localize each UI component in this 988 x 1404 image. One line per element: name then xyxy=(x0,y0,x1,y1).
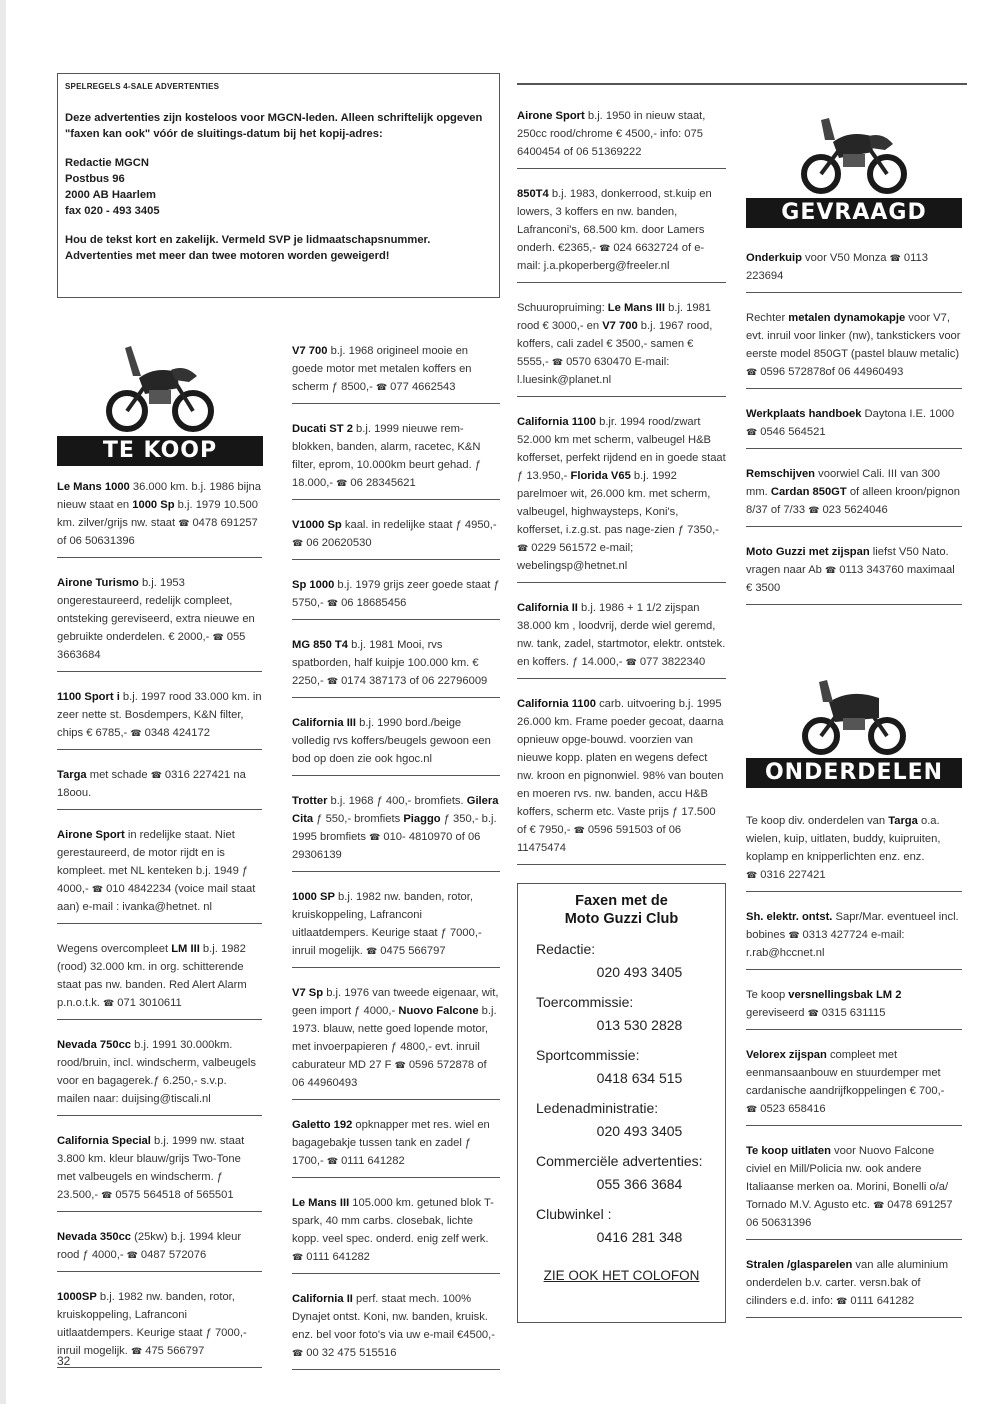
phone-icon: ☎ xyxy=(292,1252,304,1262)
ad-phone: 0315 631115 xyxy=(821,1007,886,1019)
ad-model: Airone Sport xyxy=(517,110,585,122)
classified-ad xyxy=(292,570,500,620)
rules-box xyxy=(57,73,500,298)
ad-phone: 0487 572076 xyxy=(140,1249,207,1261)
ad-text: b.j. 1982 (rood) 32.000 km. in org. schitterende staat pas nw. banden. Red Alert Alarm p.n.o.t.k. xyxy=(57,943,247,1009)
ad-model: Remschijven xyxy=(746,468,816,480)
ad-text: Te koop xyxy=(746,989,789,1001)
classified-ad xyxy=(292,978,500,1100)
fax-number: 0418 634 515 xyxy=(596,1070,683,1086)
ad-text: ƒ 550,- bromfiets xyxy=(313,813,404,825)
address-line: 2000 AB Haarlem xyxy=(65,189,157,201)
classified-ad xyxy=(292,630,500,698)
te-koop-header xyxy=(57,336,263,466)
ad-model: Te koop uitlaten xyxy=(746,1145,831,1157)
classified-ad xyxy=(57,820,262,924)
fax-label: Ledenadministratie: xyxy=(536,1100,659,1116)
fax-box xyxy=(517,883,726,1323)
ad-model: Sp 1000 xyxy=(292,579,335,591)
classified-ad xyxy=(746,980,962,1030)
fax-title-line: Faxen met de xyxy=(575,893,668,909)
ad-model: Werkplaats handboek xyxy=(746,408,862,420)
phone-icon: ☎ xyxy=(625,657,637,667)
fax-title-line: Moto Guzzi Club xyxy=(564,911,679,927)
phone-icon: ☎ xyxy=(599,243,611,253)
ad-model: Targa xyxy=(888,815,918,827)
fax-number: 055 366 3684 xyxy=(596,1176,683,1192)
classified-ad xyxy=(57,1126,262,1212)
phone-icon: ☎ xyxy=(150,770,162,780)
ad-text: b.j. 1990 bord./beige volledig rvs koffers/beugels gewoon een bod op doen zie ook hgoc.nl xyxy=(292,717,491,765)
ad-phone: 010 4842234 (voice mail staat aan) e-mail : ivanka@hetnet. nl xyxy=(57,883,256,913)
phone-icon: ☎ xyxy=(375,382,388,392)
fax-row xyxy=(518,1152,725,1193)
address-line: Redactie MGCN xyxy=(65,157,149,169)
onderdelen-banner: ONDERDELEN xyxy=(746,758,962,788)
te-koop-column-1 xyxy=(57,472,262,1378)
ad-phone: 055 3663684 xyxy=(57,631,246,661)
ad-model: Le Mans III xyxy=(292,1197,350,1209)
phone-icon: ☎ xyxy=(808,505,820,515)
ad-text: met schade xyxy=(86,769,148,781)
ad-phone: 0570 630470 E-mail: l.luesink@planet.nl xyxy=(517,356,670,386)
classified-ad xyxy=(746,806,962,892)
ad-model: California 1100 xyxy=(517,416,596,428)
ad-phone: 0113 343760 maximaal € 3500 xyxy=(746,564,955,594)
classified-ad xyxy=(57,472,262,558)
classified-ad xyxy=(746,399,962,449)
ad-model: Le Mans 1000 xyxy=(57,481,130,493)
phone-icon: ☎ xyxy=(746,427,758,437)
ad-text: gereviseerd xyxy=(746,1007,805,1019)
ad-phone: 06 20620530 xyxy=(306,537,372,549)
ad-model: V1000 Sp xyxy=(292,519,342,531)
phone-icon: ☎ xyxy=(326,676,339,686)
phone-icon: ☎ xyxy=(326,1156,339,1166)
ad-text: compleet met eenmansaanbouw en stuurdemper met cardanische aandrijfkoppelingen € 700,- xyxy=(746,1049,945,1097)
fax-label: Redactie: xyxy=(536,941,596,957)
motorcycle-icon xyxy=(105,336,215,436)
ad-phone: 475 566797 xyxy=(145,1345,205,1357)
ad-model: Sh. elektr. ontst. xyxy=(746,911,833,923)
te-koop-column-2 xyxy=(292,336,500,1380)
page-edge xyxy=(0,0,6,1404)
te-koop-column-3 xyxy=(517,101,726,875)
ad-phone: 0113 223694 xyxy=(746,252,928,282)
classified-ad xyxy=(746,1136,962,1240)
ad-text: b.j. 1981 Mooi, rvs spatborden, half kuipje 100.000 km. € 2250,- xyxy=(292,639,479,687)
motorcycle-icon xyxy=(799,672,909,758)
ad-phone: 010- 4810970 of 06 29306139 xyxy=(292,831,481,861)
rules-address xyxy=(65,155,492,219)
classified-ad xyxy=(746,1250,962,1318)
fax-label: Clubwinkel : xyxy=(536,1206,612,1222)
ad-phone: 0478 691257 of 06 50631396 xyxy=(57,517,258,547)
ad-text: b.j. 1999 nw. staat 3.800 km. kleur blauw/grijs Two-Tone met valbeugels en windscherm. ƒ 23.500,- xyxy=(57,1135,245,1201)
classified-ad xyxy=(57,1030,262,1116)
phone-icon: ☎ xyxy=(131,1346,143,1356)
ad-text: b.j. 1992 parelmoer wit, 26.000 km. met scherm, valbeugel, highwaysteps, Koni's, kofferset, i.z.g.st. pas nage-zien ƒ 7350,- xyxy=(517,470,719,536)
ad-text: b.j. 1953 ongerestaureerd, redelijk compleet, ontsteking gereviseerd, extra nieuwe en gebruikte onderdelen. € 2000,- xyxy=(57,577,255,643)
classified-ad xyxy=(517,293,726,397)
classified-ad xyxy=(57,1222,262,1272)
ad-phone: 0316 227421 xyxy=(760,869,826,881)
fax-row xyxy=(518,940,725,981)
ad-model: Florida V65 xyxy=(570,470,631,482)
ad-model: Piaggo xyxy=(403,813,441,825)
fax-number: 020 493 3405 xyxy=(596,1123,683,1139)
ad-model: Moto Guzzi met zijspan xyxy=(746,546,870,558)
phone-icon: ☎ xyxy=(369,832,381,842)
phone-icon: ☎ xyxy=(825,565,837,575)
ad-model: Velorex zijspan xyxy=(746,1049,827,1061)
classified-ad xyxy=(57,682,262,750)
ad-phone: 06 28345621 xyxy=(350,477,416,489)
classified-ad xyxy=(746,537,962,605)
ad-text: b.j. 1968 origineel mooie en goede motor met metalen koffers en scherm ƒ 8500,- xyxy=(292,345,472,393)
fax-row xyxy=(518,993,725,1034)
page-number: 32 xyxy=(57,1354,71,1368)
ad-text: voorwiel Cali. III van 300 mm. xyxy=(746,468,941,498)
ad-text: Rechter xyxy=(746,312,789,324)
ad-model: Nuovo Falcone xyxy=(398,1005,479,1017)
ad-text: ƒ 350,- b.j. 1995 bromfiets xyxy=(292,813,497,843)
ad-text: b.j. 1982 nw. banden, rotor, kruiskoppeling, Lafranconi uitlaatdempers. Keurige staat ƒ 7000,- inruil mogelijk. xyxy=(57,1291,247,1357)
ad-phone: 0546 564521 xyxy=(760,426,826,438)
ad-model: Cardan 850GT xyxy=(770,486,847,498)
ad-model: LM III xyxy=(171,943,200,955)
ad-phone: 071 3010611 xyxy=(117,997,182,1009)
rules-intro: Deze advertenties zijn kosteloos voor MGCN-leden. Alleen schriftelijk opgeven "faxen kan ook" vóór de sluitings-datum bij het kopij-adres: xyxy=(65,112,483,140)
classified-ad xyxy=(292,882,500,968)
ad-model: Galetto 192 xyxy=(292,1119,353,1131)
phone-icon: ☎ xyxy=(292,1348,304,1358)
ad-model: 850T4 xyxy=(517,188,549,200)
ad-model: Targa xyxy=(57,769,87,781)
phone-icon: ☎ xyxy=(889,253,901,263)
classified-ad xyxy=(292,1110,500,1178)
ad-text: b.j. 1999 nieuwe rem-blokken, banden, alarm, racetec, K&N filter, eprom, 10.000km beurt gehad. ƒ 18.000,- xyxy=(292,423,482,489)
ad-model: California 1100 xyxy=(517,698,596,710)
classified-ad xyxy=(517,407,726,583)
phone-icon: ☎ xyxy=(788,930,800,940)
ad-model: Le Mans III xyxy=(607,302,665,314)
ad-text: opknapper met res. wiel en bagagebakje tussen tank en zadel ƒ 1700,- xyxy=(292,1119,490,1167)
ad-text: carb. uitvoering b.j. 1995 26.000 km. Frame poeder gecoat, daarna opnieuw opge-bouwd. voorzien van nieuwe kopp. platen en wegens defect nw. kroon en pignonwiel. 98% van bouten en moeren rvs. nw. banden, accu H&B koffers, scherm etc. Vaste prijs ƒ 17.500 of € 7950,- xyxy=(517,698,724,836)
phone-icon: ☎ xyxy=(178,518,190,528)
classified-ad xyxy=(57,568,262,672)
phone-icon: ☎ xyxy=(807,1008,819,1018)
ad-phone: 0596 572878 of 06 44960493 xyxy=(292,1059,487,1089)
classified-ad xyxy=(292,708,500,776)
ad-text: of alleen kroon/pignon 8/37 of 7/33 xyxy=(746,486,960,516)
fax-number: 0416 281 348 xyxy=(596,1229,683,1245)
ad-phone: 0229 561572 e-mail; webelingsp@hetnet.nl xyxy=(517,542,634,572)
ad-text: b.j. 1983, donkerrood, st.kuip en lowers, 3 koffers en nw. banden, Lafranconi's, 68.500 km. door Lamers onderh. €2365,- xyxy=(517,188,712,254)
phone-icon: ☎ xyxy=(292,538,304,548)
ad-text: Schuuropruiming: xyxy=(517,302,608,314)
phone-icon: ☎ xyxy=(836,1296,848,1306)
ad-phone: 0348 424172 xyxy=(144,727,210,739)
address-line: Postbus 96 xyxy=(65,173,125,185)
ad-model: Airone Sport xyxy=(57,829,125,841)
motorcycle-icon xyxy=(799,106,909,198)
ad-model: 1000 Sp xyxy=(132,499,175,511)
classified-ad xyxy=(57,934,262,1020)
ad-text: voor Nuovo Falcone civiel en Mill/Policia nw. ook andere Italiaanse merken oa. Morini, Bonelli o/a/ Tornado M.V. Agusto etc. xyxy=(746,1145,949,1211)
rules-title: SPELREGELS 4-SALE ADVERTENTIES xyxy=(65,82,220,91)
phone-icon: ☎ xyxy=(212,632,224,642)
ad-phone: 0111 641282 xyxy=(341,1155,405,1167)
ad-phone: 0478 691257 06 50631396 xyxy=(746,1199,953,1229)
ad-model: versnellingsbak LM 2 xyxy=(788,989,902,1001)
ad-phone: 077 4662543 xyxy=(390,381,456,393)
phone-icon: ☎ xyxy=(101,1190,113,1200)
ad-phone: 0111 641282 xyxy=(850,1295,915,1307)
ad-text: b.j. 1979 grijs zeer goede staat ƒ 5750,- xyxy=(292,579,500,609)
ad-text: kaal. in redelijke staat ƒ 4950,- xyxy=(341,519,497,531)
ad-text: Sapr/Mar. eventueel incl. bobines xyxy=(746,911,959,941)
ad-text: voor V7, evt. inruil voor linker (nw), tankstickers voor eerste model 850GT (pastel blauw metalic) xyxy=(746,312,961,360)
fax-number: 013 530 2828 xyxy=(596,1017,683,1033)
ad-phone: 0475 566797 xyxy=(380,945,446,957)
ad-phone: 00 32 475 515516 xyxy=(306,1347,397,1359)
ad-text: Wegens overcompleet xyxy=(57,943,172,955)
classified-ad xyxy=(517,593,726,679)
classified-ad xyxy=(292,1284,500,1370)
phone-icon: ☎ xyxy=(366,946,378,956)
gevraagd-banner: GEVRAAGD xyxy=(746,198,962,228)
classified-ad xyxy=(746,303,962,389)
classified-ad xyxy=(292,1188,500,1274)
phone-icon: ☎ xyxy=(746,870,758,880)
ad-model: Nevada 750cc xyxy=(57,1039,132,1051)
ad-model: California II xyxy=(517,602,578,614)
ad-text: b.j. 1981 rood € 3000,- en xyxy=(517,302,712,332)
ad-model: Onderkuip xyxy=(746,252,802,264)
ad-model: California II xyxy=(292,1293,353,1305)
ad-text: in redelijke staat. Niet gerestaureerd, de motor rijdt en is kompleet. met NL kenteken b.j. 1949 ƒ 4000,- xyxy=(57,829,249,895)
phone-icon: ☎ xyxy=(91,884,104,894)
phone-icon: ☎ xyxy=(573,825,585,835)
ad-model: V7 Sp xyxy=(292,987,324,999)
fax-number: 020 493 3405 xyxy=(596,964,683,980)
phone-icon: ☎ xyxy=(517,543,529,553)
colofon-link[interactable]: ZIE OOK HET COLOFON xyxy=(543,1268,700,1283)
ad-model: Airone Turismo xyxy=(57,577,139,589)
ad-text: o.a. wielen, kuip, uitlaten, buddy, kuipruiten, koplamp en knipperlichten enz. enz. xyxy=(746,815,941,863)
ad-text: Te koop div. onderdelen van xyxy=(746,815,889,827)
ad-text: (25kw) b.j. 1994 kleur rood ƒ 4000,- xyxy=(57,1231,242,1261)
ad-phone: 0316 227421 xyxy=(164,769,231,781)
classified-ad xyxy=(292,786,500,872)
ad-text: van alle aluminium onderdelen b.v. carter. versn.bak of cilinders e.d. info: xyxy=(746,1259,949,1307)
gevraagd-header xyxy=(746,106,962,228)
onderdelen-column xyxy=(746,806,962,1328)
ad-text: b.j. 1967 rood, koffers, cali zadel € 3500,- samen € 5555,- xyxy=(517,320,713,368)
fax-label: Commerciële advertenties: xyxy=(536,1153,703,1169)
ad-text: b.j. 1950 in nieuw staat, 250cc rood/chrome € 4500,- info: 075 6400454 of 06 51369222 xyxy=(517,110,706,158)
phone-icon: ☎ xyxy=(336,478,348,488)
classified-ad xyxy=(746,243,962,293)
ad-text: 36.000 km. b.j. 1986 bijna nieuw staat en xyxy=(57,481,261,511)
ad-text: na 18oou. xyxy=(57,769,246,799)
top-rule xyxy=(517,83,967,85)
ad-text: voor V50 Monza xyxy=(801,252,887,264)
classified-ad xyxy=(517,179,726,283)
phone-icon: ☎ xyxy=(126,1250,138,1260)
ad-model: 1000 SP xyxy=(292,891,335,903)
ad-phone: 0174 387173 of 06 22796009 xyxy=(341,675,488,687)
fax-row xyxy=(518,1046,725,1087)
ad-text: b.j. 1976 van tweede eigenaar, wit, geen import ƒ 4000,- xyxy=(292,987,499,1017)
fax-label: Toercommissie: xyxy=(536,994,634,1010)
classified-ad xyxy=(746,1040,962,1126)
ad-text: b.j. 1979 10.500 km. zilver/grijs nw. staat xyxy=(57,499,258,529)
ad-phone: 0596 591503 of 06 11475474 xyxy=(517,824,682,854)
fax-title xyxy=(518,892,725,928)
ad-model: Trotter xyxy=(292,795,328,807)
ad-text: b.jr. 1994 rood/zwart 52.000 km met scherm, valbeugel H&B kofferset, perfekt rijdend en in goede staat ƒ 13.950,- xyxy=(517,416,726,482)
ad-text: b.j. 1997 rood 33.000 km. in zeer nette st. Bosdempers, K&N filter, chips € 6785,- xyxy=(57,691,262,739)
ad-text: 105.000 km. getuned blok T-spark, 40 mm carbs. closebak, lichte kopp. veel spec. onderd. enig zelf werk. xyxy=(292,1197,494,1245)
phone-icon: ☎ xyxy=(103,998,115,1008)
ad-model: 1000SP xyxy=(57,1291,97,1303)
ad-model: 1100 Sport i xyxy=(57,691,120,703)
phone-icon: ☎ xyxy=(130,728,142,738)
fax-row xyxy=(518,1099,725,1140)
address-line: fax 020 - 493 3405 xyxy=(65,205,160,217)
ad-model: Stralen /glasparelen xyxy=(746,1259,853,1271)
classified-ad xyxy=(292,510,500,560)
ad-text: b.j. 1991 30.000km. rood/bruin, incl. windscherm, valbeugels voor en bagagerek.ƒ 6.250,- s.v.p. mailen naar: duijsing@tiscali.nl xyxy=(57,1039,256,1105)
gevraagd-column xyxy=(746,243,962,615)
ad-model: Nevada 350cc xyxy=(57,1231,132,1243)
ad-phone: 0111 641282 xyxy=(306,1251,370,1263)
ad-phone: 0523 658416 xyxy=(760,1103,826,1115)
phone-icon: ☎ xyxy=(551,357,564,367)
phone-icon: ☎ xyxy=(394,1060,406,1070)
fax-label: Sportcommissie: xyxy=(536,1047,640,1063)
ad-model: V7 700 xyxy=(602,320,638,332)
ad-phone: 0575 564518 of 565501 xyxy=(115,1189,234,1201)
classified-ad xyxy=(746,902,962,970)
rules-footer: Hou de tekst kort en zakelijk. Vermeld SVP je lidmaatschapsnummer. Advertenties met meer dan twee motoren worden geweigerd! xyxy=(65,234,431,262)
phone-icon: ☎ xyxy=(746,1104,758,1114)
phone-icon: ☎ xyxy=(873,1200,885,1210)
classified-ad xyxy=(746,459,962,527)
te-koop-banner: TE KOOP xyxy=(57,436,263,466)
ad-phone: 077 3822340 xyxy=(639,656,706,668)
ad-phone: 023 5624046 xyxy=(822,504,888,516)
ad-phone: 024 6632724 of e-mail: j.a.pkoperberg@freeler.nl xyxy=(517,242,705,272)
ad-phone: 06 18685456 xyxy=(341,597,407,609)
ad-phone: 0596 572878of 06 44960493 xyxy=(760,366,904,378)
ad-model: Ducati ST 2 xyxy=(292,423,353,435)
classified-ad xyxy=(517,101,726,169)
phone-icon: ☎ xyxy=(746,367,758,377)
ad-phone: 0313 427724 e-mail: r.rab@hccnet.nl xyxy=(746,929,905,959)
fax-row xyxy=(518,1205,725,1246)
classified-ad xyxy=(57,1282,262,1368)
ad-model: Gilera Cita xyxy=(292,795,499,825)
ad-model: California III xyxy=(292,717,357,729)
onderdelen-header xyxy=(746,672,962,788)
ad-text: b.j. 1973. blauw, nette goed lopende motor, met invoerpapieren ƒ 4800,- evt. inruil caburateur MD 27 F xyxy=(292,1005,497,1071)
ad-model: V7 700 xyxy=(292,345,328,357)
classified-ad xyxy=(57,760,262,810)
classified-ad xyxy=(292,336,500,404)
ad-model: MG 850 T4 xyxy=(292,639,348,651)
ad-text: Daytona I.E. 1000 xyxy=(861,408,955,420)
ad-model: metalen dynamokapje xyxy=(788,312,906,324)
ad-text: b.j. 1986 + 1 1/2 zijspan 38.000 km , loodvrij, derde wiel geremd, nw. tank, zadel, startmotor, elektr. ontstek. en koffers. ƒ 14.000,- xyxy=(517,602,726,668)
ad-model: California Special xyxy=(57,1135,151,1147)
ad-text: b.j. 1968 ƒ 400,- bromfiets. xyxy=(327,795,467,807)
ad-text: liefst V50 Nato. vragen naar Ab xyxy=(746,546,949,576)
ad-text: b.j. 1982 nw. banden, rotor, kruiskoppeling, Lafranconi uitlaatdempers. Keurige staat ƒ 7000,- inruil mogelijk. xyxy=(292,891,482,957)
phone-icon: ☎ xyxy=(326,598,339,608)
classified-ad xyxy=(517,689,726,865)
ad-text: perf. staat mech. 100% Dynajet ontst. Koni, nw. banden, kruisk. enz. bel voor foto's via uw e-mail €4500,- xyxy=(292,1293,495,1341)
classified-ad xyxy=(292,414,500,500)
